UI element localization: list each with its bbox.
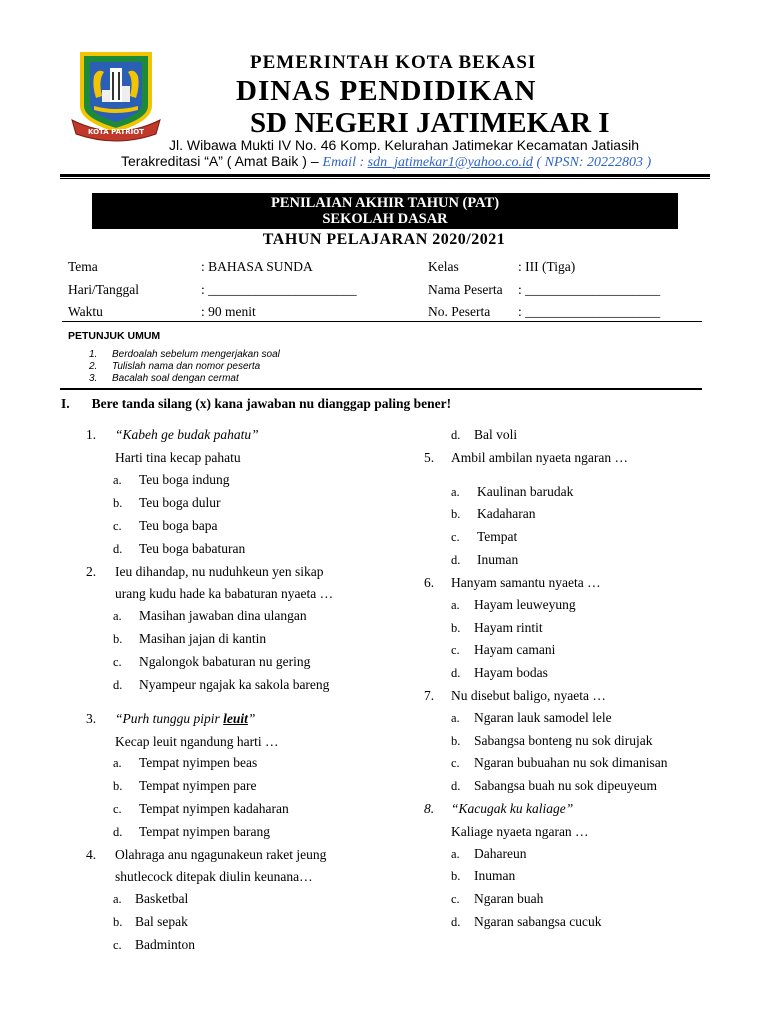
- section-number: I.: [61, 396, 70, 411]
- q6-option-d[interactable]: Hayam bodas: [474, 665, 548, 680]
- q3-quote-keyword: leuit: [223, 711, 248, 726]
- q6-option-c[interactable]: Hayam camani: [474, 642, 556, 657]
- q4-option-a[interactable]: Basketbal: [135, 891, 189, 906]
- q1-quote: “Kabeh ge budak pahatu”: [115, 427, 259, 442]
- email-link[interactable]: sdn_jatimekar1@yahoo.co.id: [367, 155, 533, 170]
- q5-option-b[interactable]: Kadaharan: [477, 506, 536, 521]
- q8-option-d[interactable]: Ngaran sabangsa cucuk: [474, 914, 602, 929]
- banner-line1: PENILAIAN AKHIR TAHUN (PAT): [270, 195, 500, 211]
- q7-letter-d: d.: [451, 779, 461, 793]
- q8-letter-a: a.: [451, 847, 460, 861]
- q8-option-b[interactable]: Inuman: [474, 868, 516, 883]
- exam-banner: [92, 193, 678, 229]
- q3-stem: Kecap leuit ngandung harti …: [115, 734, 279, 749]
- petunjuk-num-2: 2.: [89, 361, 98, 372]
- q8-letter-c: c.: [451, 892, 460, 906]
- petunjuk-rule: [60, 388, 702, 390]
- q8-stem: Kaliage nyaeta ngaran …: [451, 824, 589, 839]
- q5-number: 5.: [424, 450, 435, 465]
- q4-letter-b: b.: [113, 915, 123, 929]
- petunjuk-item-1: Berdoalah sebelum mengerjakan soal: [112, 349, 280, 360]
- q1-option-c[interactable]: Teu boga bapa: [139, 518, 218, 533]
- q2-option-b[interactable]: Masihan jajan di kantin: [139, 631, 267, 646]
- q7-letter-a: a.: [451, 711, 460, 725]
- q1-letter-c: c.: [113, 519, 122, 533]
- q7-letter-b: b.: [451, 734, 461, 748]
- q8-number: 8.: [424, 801, 435, 816]
- q7-stem: Nu disebut baligo, nyaeta …: [451, 688, 606, 703]
- q3-letter-d: d.: [113, 825, 123, 839]
- q4-option-d[interactable]: Bal voli: [474, 427, 518, 442]
- petunjuk-num-3: 3.: [89, 373, 98, 384]
- q1-letter-b: b.: [113, 496, 123, 510]
- logo-ribbon-text: KOTA PATRIOT: [87, 128, 145, 136]
- petunjuk-item-2: Tulislah nama dan nomor peserta: [112, 361, 261, 372]
- q6-option-a[interactable]: Hayam leuweyung: [474, 597, 576, 612]
- nama-field[interactable]: : ____________________: [518, 282, 661, 297]
- q8-letter-d: d.: [451, 915, 461, 929]
- city-emblem-logo: [68, 50, 164, 142]
- q7-option-d[interactable]: Sabangsa buah nu sok dipeuyeum: [474, 778, 657, 793]
- q8-quote: “Kacugak ku kaliage”: [451, 801, 574, 816]
- q2-letter-c: c.: [113, 655, 122, 669]
- q1-option-a[interactable]: Teu boga indung: [139, 472, 230, 487]
- q3-quote: [115, 711, 255, 727]
- q8-option-a[interactable]: Dahareun: [474, 846, 527, 861]
- header-government: PEMERINTAH KOTA BEKASI: [250, 52, 537, 73]
- header-school: SD NEGERI JATIMEKAR I: [250, 107, 610, 139]
- q2-option-d[interactable]: Nyampeur ngajak ka sakola bareng: [139, 677, 330, 692]
- waktu-label: Waktu: [68, 304, 103, 319]
- q5-stem: Ambil ambilan nyaeta ngaran …: [451, 450, 628, 465]
- header-rule-thin: [60, 178, 710, 179]
- q6-letter-c: c.: [451, 643, 460, 657]
- q8-letter-b: b.: [451, 869, 461, 883]
- q6-letter-b: b.: [451, 621, 461, 635]
- q4-number: 4.: [86, 847, 97, 862]
- q2-letter-b: b.: [113, 632, 123, 646]
- q3-quote-post: ”: [247, 711, 256, 726]
- header-address: Jl. Wibawa Mukti IV No. 46 Komp. Kelurahan Jatimekar Kecamatan Jatiasih: [169, 137, 639, 153]
- waktu-value: : 90 menit: [201, 304, 256, 319]
- q2-letter-a: a.: [113, 609, 122, 623]
- q5-letter-b: b.: [451, 507, 461, 521]
- header-department: DINAS PENDIDIKAN: [236, 75, 537, 107]
- tema-label: Tema: [68, 259, 98, 274]
- q2-number: 2.: [86, 564, 97, 579]
- no-field[interactable]: : ____________________: [518, 304, 661, 319]
- q3-option-d[interactable]: Tempat nyimpen barang: [139, 824, 271, 839]
- q3-option-b[interactable]: Tempat nyimpen pare: [139, 778, 257, 793]
- tema-value: : BAHASA SUNDA: [201, 259, 313, 274]
- petunjuk-title: PETUNJUK UMUM: [68, 330, 161, 342]
- q7-option-c[interactable]: Ngaran bubuahan nu sok dimanisan: [474, 755, 668, 770]
- q1-number: 1.: [86, 427, 97, 442]
- kelas-label: Kelas: [428, 259, 459, 274]
- q4-option-b[interactable]: Bal sepak: [135, 914, 188, 929]
- kelas-value: : III (Tiga): [518, 259, 576, 274]
- q5-letter-d: d.: [451, 553, 461, 567]
- q2-option-c[interactable]: Ngalongok babaturan nu gering: [139, 654, 311, 669]
- hari-label: Hari/Tanggal: [68, 282, 140, 297]
- q4-option-c[interactable]: Badminton: [135, 937, 195, 952]
- q7-option-b[interactable]: Sabangsa bonteng nu sok dirujak: [474, 733, 653, 748]
- q5-letter-c: c.: [451, 530, 460, 544]
- section-heading: [61, 396, 451, 412]
- q8-option-c[interactable]: Ngaran buah: [474, 891, 544, 906]
- q3-letter-a: a.: [113, 756, 122, 770]
- q4-letter-c: c.: [113, 938, 122, 952]
- banner-line2: SEKOLAH DASAR: [322, 211, 448, 227]
- q7-letter-c: c.: [451, 756, 460, 770]
- q3-number: 3.: [86, 711, 97, 726]
- q5-option-c[interactable]: Tempat: [477, 529, 518, 544]
- q4-letter-d: d.: [451, 428, 461, 442]
- q6-option-b[interactable]: Hayam rintit: [474, 620, 543, 635]
- q1-letter-d: d.: [113, 542, 123, 556]
- q3-letter-c: c.: [113, 802, 122, 816]
- petunjuk-num-1: 1.: [89, 349, 98, 360]
- q4-stem-line1: Olahraga anu ngagunakeun raket jeung: [115, 847, 327, 862]
- header-accreditation-line: [121, 153, 651, 171]
- info-rule: [62, 321, 702, 322]
- nama-label: Nama Peserta: [428, 282, 503, 297]
- no-label: No. Peserta: [428, 304, 491, 319]
- q1-option-d[interactable]: Teu boga babaturan: [139, 541, 246, 556]
- header-rule-thick: [60, 174, 710, 177]
- hari-field[interactable]: : ______________________: [201, 282, 357, 297]
- email-label: Email :: [322, 155, 368, 170]
- q7-number: 7.: [424, 688, 435, 703]
- q2-stem-line1: Ieu dihandap, nu nuduhkeun yen sikap: [115, 564, 324, 579]
- q4-stem-line2: shutlecock ditepak diulin keunana…: [115, 869, 313, 884]
- q4-letter-a: a.: [113, 892, 122, 906]
- q2-option-a[interactable]: Masihan jawaban dina ulangan: [139, 608, 307, 623]
- q3-quote-pre: “Purh tunggu pipir: [115, 711, 224, 726]
- q1-option-b[interactable]: Teu boga dulur: [139, 495, 221, 510]
- q5-option-d[interactable]: Inuman: [477, 552, 519, 567]
- accreditation: Terakreditasi “A” ( Amat Baik ) –: [121, 153, 319, 169]
- q5-option-a[interactable]: Kaulinan barudak: [477, 484, 574, 499]
- q2-letter-d: d.: [113, 678, 123, 692]
- q5-letter-a: a.: [451, 485, 460, 499]
- q6-letter-d: d.: [451, 666, 461, 680]
- npsn: ( NPSN: 20222803 ): [532, 155, 652, 170]
- school-year: TAHUN PELAJARAN 2020/2021: [262, 231, 506, 248]
- section-instruction: Bere tanda silang (x) kana jawaban nu dianggap paling bener!: [91, 396, 452, 411]
- q3-letter-b: b.: [113, 779, 123, 793]
- q3-option-a[interactable]: Tempat nyimpen beas: [139, 755, 258, 770]
- q6-letter-a: a.: [451, 598, 460, 612]
- q2-stem-line2: urang kudu hade ka babaturan nyaeta …: [115, 586, 334, 601]
- q6-stem: Hanyam samantu nyaeta …: [451, 575, 601, 590]
- q1-letter-a: a.: [113, 473, 122, 487]
- petunjuk-item-3: Bacalah soal dengan cermat: [112, 373, 239, 384]
- q6-number: 6.: [424, 575, 435, 590]
- q7-option-a[interactable]: Ngaran lauk samodel lele: [474, 710, 612, 725]
- q3-option-c[interactable]: Tempat nyimpen kadaharan: [139, 801, 289, 816]
- q1-stem: Harti tina kecap pahatu: [115, 450, 241, 465]
